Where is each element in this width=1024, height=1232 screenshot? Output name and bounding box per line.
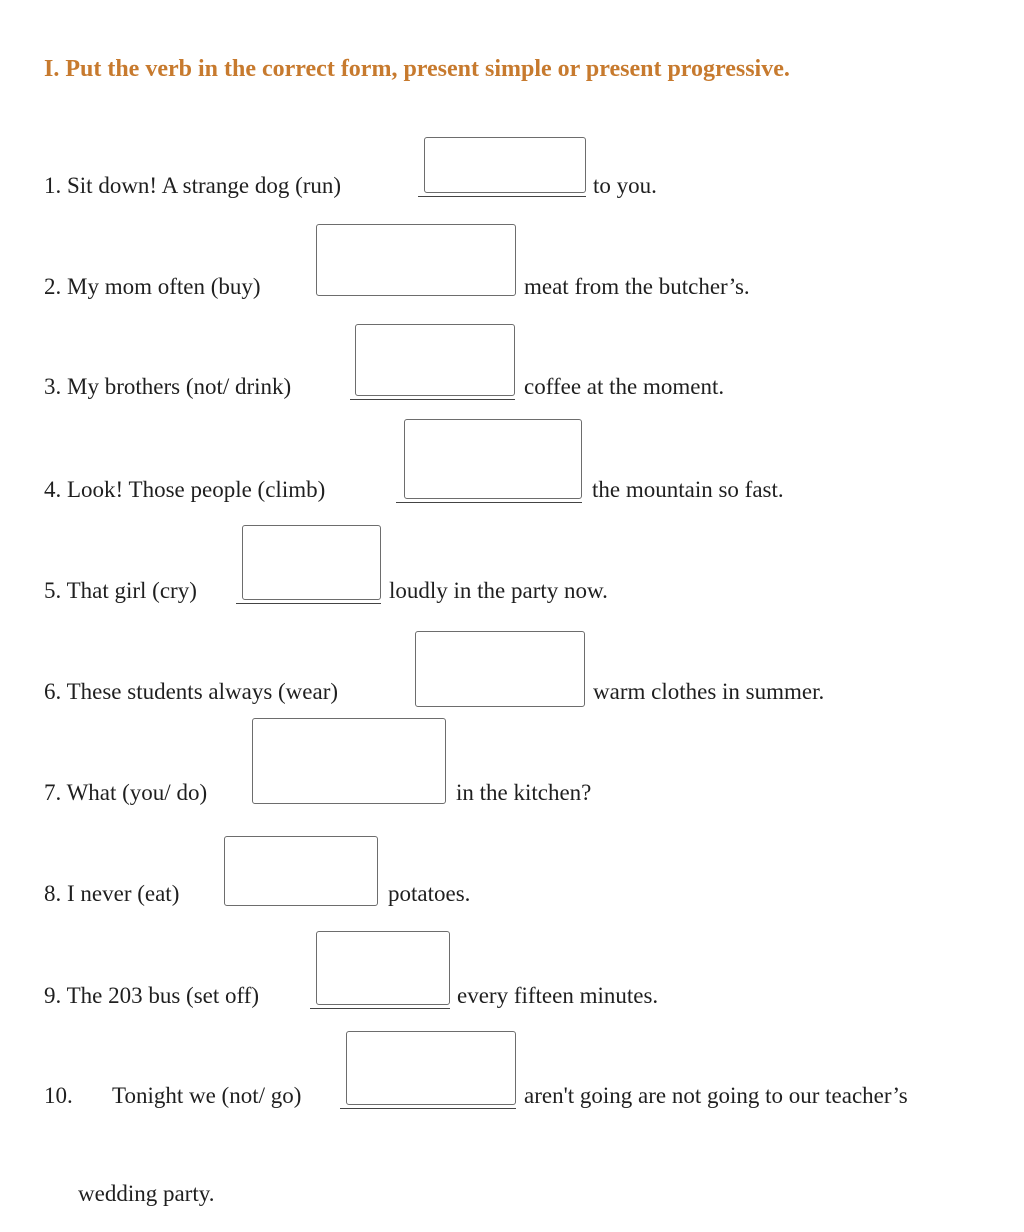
- answer-underline-1: [418, 196, 586, 197]
- answer-underline-3: [350, 399, 515, 400]
- item-continuation-2: meat from the butcher’s.: [524, 274, 750, 299]
- answer-underline-4: [396, 502, 582, 503]
- item-prompt: My mom often (buy): [67, 274, 261, 299]
- item-continuation-10-wrap: wedding party.: [78, 1181, 215, 1206]
- item-continuation-10: aren't going are not going to our teacher’s: [524, 1083, 908, 1108]
- item-continuation-7: in the kitchen?: [456, 780, 592, 805]
- item-number: 2.: [44, 274, 62, 299]
- item-number: 9.: [44, 983, 62, 1008]
- item-number-10: 10.: [44, 1083, 73, 1108]
- item-prompt: These students always (wear): [66, 679, 339, 704]
- answer-box-9[interactable]: [316, 931, 450, 1005]
- item-prompt: That girl (cry): [66, 578, 197, 603]
- exercise-item-5: [44, 577, 197, 605]
- answer-box-8[interactable]: [224, 836, 378, 906]
- item-prompt: My brothers (not/ drink): [67, 374, 292, 399]
- item-continuation-1: to you.: [593, 173, 657, 198]
- item-prompt: The 203 bus (set off): [66, 983, 260, 1008]
- item-prompt: What (you/ do): [66, 780, 208, 805]
- item-prompt: Look! Those people (climb): [67, 477, 326, 502]
- item-number: 8.: [44, 881, 62, 906]
- exercise-title: I. Put the verb in the correct form, present simple or present progressive.: [44, 56, 790, 82]
- answer-box-5[interactable]: [242, 525, 381, 600]
- item-number: 1.: [44, 173, 62, 198]
- answer-box-4[interactable]: [404, 419, 582, 499]
- item-continuation-3: coffee at the moment.: [524, 374, 725, 399]
- answer-box-6[interactable]: [415, 631, 585, 707]
- item-number: 5.: [44, 578, 62, 603]
- answer-box-10[interactable]: [346, 1031, 516, 1105]
- item-continuation-9: every fifteen minutes.: [457, 983, 659, 1008]
- item-number: 4.: [44, 477, 62, 502]
- item-continuation-4: the mountain so fast.: [592, 477, 784, 502]
- answer-underline-9: [310, 1008, 450, 1009]
- item-number: 3.: [44, 374, 62, 399]
- item-prompt-10: Tonight we (not/ go): [112, 1083, 302, 1108]
- exercise-item-9: [44, 982, 259, 1010]
- answer-underline-10: [340, 1108, 516, 1109]
- item-number: 7.: [44, 780, 62, 805]
- item-number: 6.: [44, 679, 62, 704]
- item-continuation-8: potatoes.: [388, 881, 471, 906]
- answer-box-2[interactable]: [316, 224, 516, 296]
- item-continuation-5: loudly in the party now.: [389, 578, 608, 603]
- exercise-item-8: [44, 880, 179, 908]
- answer-box-3[interactable]: [355, 324, 515, 396]
- item-continuation-6: warm clothes in summer.: [593, 679, 825, 704]
- answer-box-7[interactable]: [252, 718, 446, 804]
- exercise-item-2: [44, 273, 261, 301]
- exercise-item-6: [44, 678, 338, 706]
- exercise-item-4: [44, 476, 325, 504]
- exercise-item-7: [44, 779, 207, 807]
- answer-box-1[interactable]: [424, 137, 586, 193]
- exercise-item-1: [44, 172, 341, 200]
- item-prompt: Sit down! A strange dog (run): [67, 173, 342, 198]
- exercise-item-3: [44, 373, 291, 401]
- answer-underline-5: [236, 603, 381, 604]
- item-prompt: I never (eat): [67, 881, 180, 906]
